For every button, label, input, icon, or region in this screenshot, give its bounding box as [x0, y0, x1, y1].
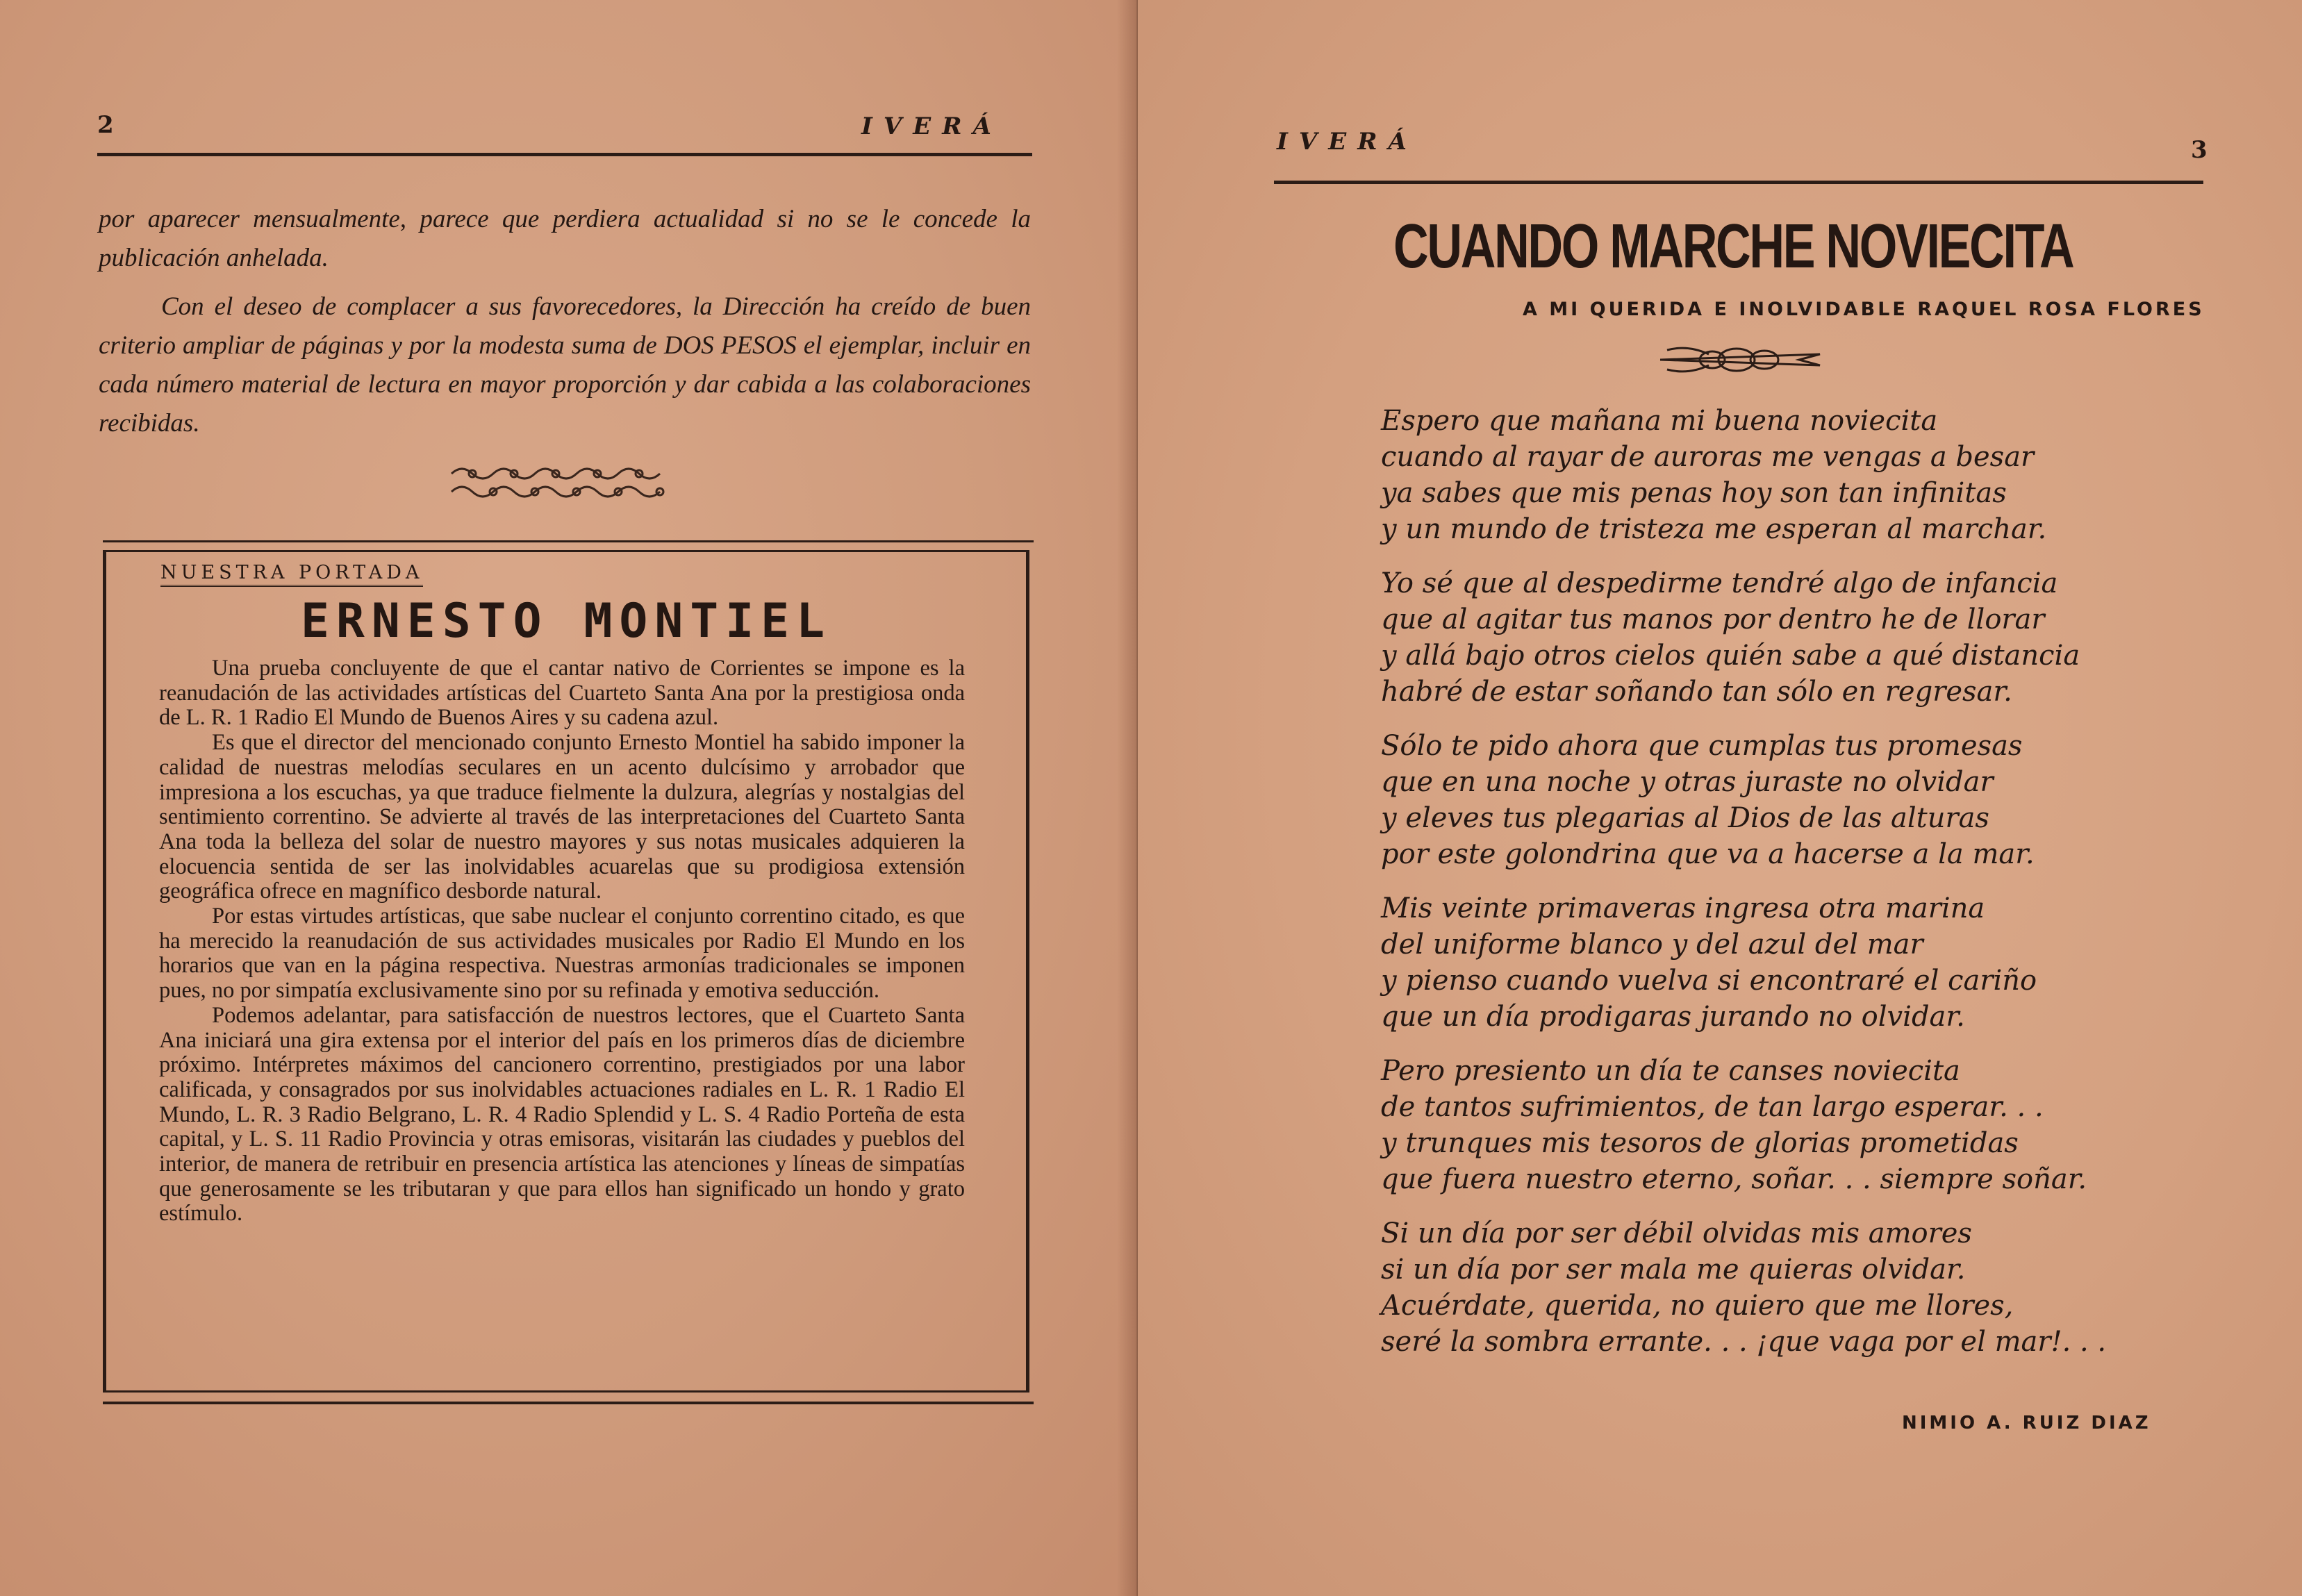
poem-body: [1381, 403, 2106, 1378]
verse: Espero que mañana mi buena noviecita: [1381, 405, 1938, 437]
article-paragraph: Por estas virtudes artísticas, que sabe nuclear el conjunto correntino citado, es que ha merecido la reanudación de sus actividades musicales por Radio El Mundo en los horarios que van en la página respectiva. Nuestras armonías tradicionales se imponen pues, no por simpatía exclusivamente sino por su refinada y emotiva seducción.: [159, 904, 965, 1004]
intro-paragraph: por aparecer mensualmente, parece que perdiera actualidad si no se le concede la publicación anhelada.: [99, 205, 1031, 272]
stanza: [1381, 1215, 2106, 1360]
verse: del uniforme blanco y del azul del mar: [1381, 929, 1923, 961]
poem-author: NIMIO A. RUIZ DIAZ: [1902, 1413, 2151, 1433]
floral-ornament-icon: [1660, 340, 1827, 383]
verse: Pero presiento un día te canses noviecita: [1381, 1055, 1960, 1087]
verse: Mis veinte primaveras ingresa otra marina: [1381, 892, 1985, 924]
verse: que un día prodigaras jurando no olvidar.: [1381, 1001, 1965, 1033]
box-top-rule: [103, 540, 1034, 542]
right-page: [1138, 0, 2302, 1596]
verse: habré de estar soñando tan sólo en regresar.: [1381, 676, 2012, 708]
header-rule: [97, 153, 1032, 156]
verse: si un día por ser mala me quieras olvidar.: [1381, 1254, 1966, 1286]
page-number: 3: [2191, 136, 2208, 164]
page-number: 2: [97, 111, 114, 139]
verse: y trunques mis tesoros de glorias prometidas: [1381, 1127, 2019, 1159]
verse: Yo sé que al despedirme tendré algo de infancia: [1381, 567, 2058, 599]
stanza: [1381, 1053, 2106, 1197]
stanza: [1381, 890, 2106, 1035]
stanza: [1381, 728, 2106, 872]
scroll-ornament-icon: [445, 461, 681, 506]
article-box: [103, 550, 1029, 1393]
header-rule: [1274, 181, 2203, 184]
verse: que al agitar tus manos por dentro he de llorar: [1381, 604, 2045, 635]
article-paragraph: Podemos adelantar, para satisfacción de nuestros lectores, que el Cuarteto Santa Ana iniciará una gira extensa por el interior del país en los primeros días de diciembre próximo. Intérpretes máximos del cancionero correntino, prestigiados por una labor calificada, y consagrados por sus inolvidables actuaciones radiales en L. R. 1 Radio El Mundo, L. R. 3 Radio Belgrano, L. R. 4 Radio Splendid y L. S. 4 Radio Porteña de esta capital, y L. S. 11 Radio Provincia y otras emisoras, visitarán las ciudades y pueblos del interior, de manera de retribuir en presencia artística las atenciones y líneas de simpatías que generosamente se les tributaran y que para ellos han significado un hondo y grato estímulo.: [159, 1002, 965, 1227]
running-head: IVERÁ: [861, 113, 1002, 140]
article-body: [159, 656, 965, 1227]
verse: que fuera nuestro eterno, soñar. . . siempre soñar.: [1381, 1163, 2087, 1195]
verse: por este golondrina que va a hacerse a la mar.: [1381, 838, 2035, 870]
section-label: NUESTRA PORTADA: [160, 562, 423, 583]
verse: Acuérdate, querida, no quiero que me llores,: [1381, 1290, 2014, 1322]
left-page: [0, 0, 1138, 1596]
verse: ya sabes que mis penas hoy son tan infinitas: [1381, 477, 2007, 509]
verse: Sólo te pido ahora que cumplas tus promesas: [1381, 730, 2023, 762]
verse: Si un día por ser débil olvidas mis amores: [1381, 1217, 1972, 1249]
stanza: [1381, 403, 2106, 547]
verse: y allá bajo otros cielos quién sabe a qué distancia: [1381, 640, 2080, 672]
running-head: IVERÁ: [1277, 128, 1418, 156]
article-paragraph: Una prueba concluyente de que el cantar nativo de Corrientes se impone es la reanudación de las actividades artísticas del Cuarteto Santa Ana por la prestigiosa onda de L. R. 1 Radio El Mundo de Buenos Aires y su cadena azul.: [159, 656, 965, 731]
verse: de tantos sufrimientos, de tan largo esperar. . .: [1381, 1091, 2044, 1123]
article-title: ERNESTO MONTIEL: [300, 594, 832, 649]
verse: que en una noche y otras juraste no olvidar: [1381, 766, 1994, 798]
box-bottom-rule: [103, 1402, 1034, 1404]
stanza: [1381, 565, 2106, 710]
intro-text: [99, 200, 1031, 443]
article-paragraph: Es que el director del mencionado conjunto Ernesto Montiel ha sabido imponer la calidad de nuestras melodías seculares en un acento dulcísimo y arrobador que impresiona a los escuchas, ya que traduce fielmente la dulzura, alegrías y nostalgias del sentimiento correntino. Se advierte al través de las interpretaciones del Cuarteto Santa Ana toda la belleza del solar de nuestro mayores y sus notas musicales adquieren la elocuencia sentida de ser las inolvidables acuarelas que su prodigiosa extensión geográfica ofrece en magnífico desborde natural.: [159, 730, 965, 904]
poem-dedication: A MI QUERIDA E INOLVIDABLE RAQUEL ROSA FLORES: [1523, 299, 2205, 320]
verse: y eleves tus plegarias al Dios de las alturas: [1381, 802, 1989, 834]
verse: cuando al rayar de auroras me vengas a besar: [1381, 441, 2035, 473]
verse: seré la sombra errante. . . ¡que vaga por el mar!. . .: [1381, 1326, 2107, 1358]
verse: y un mundo de tristeza me esperan al marchar.: [1381, 513, 2047, 545]
poem-title: CUANDO MARCHE NOVIECITA: [1393, 212, 2073, 281]
intro-paragraph: Con el deseo de complacer a sus favorecedores, la Dirección ha creído de buen criterio ampliar de páginas y por la modesta suma de DOS PESOS el ejemplar, incluir en cada número material de lectura en mayor proporción y dar cabida a las colaboraciones recibidas.: [99, 292, 1031, 438]
verse: y pienso cuando vuelva si encontraré el cariño: [1381, 965, 2037, 997]
